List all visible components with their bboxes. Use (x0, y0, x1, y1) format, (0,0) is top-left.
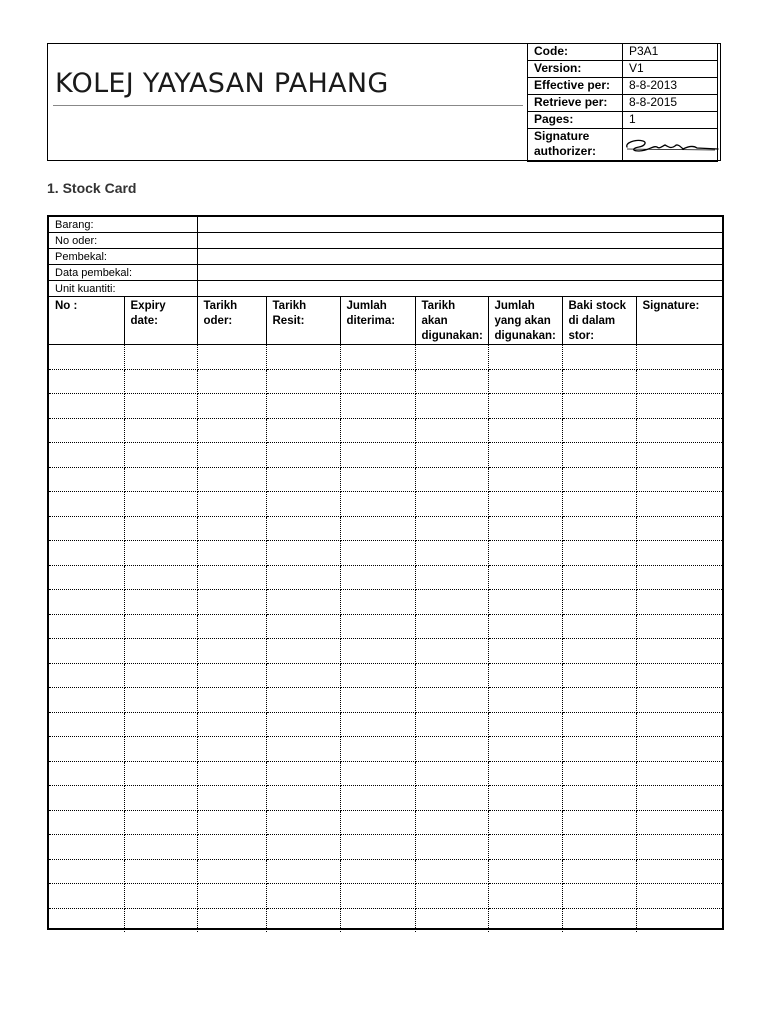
ledger-cell[interactable] (266, 516, 340, 541)
header-box (47, 43, 721, 161)
ledger-cell[interactable] (636, 859, 722, 884)
ledger-cell[interactable] (197, 565, 266, 590)
ledger-cell[interactable] (340, 786, 415, 811)
section-title: 1. Stock Card (47, 180, 137, 196)
table-row (49, 565, 722, 590)
table-row (49, 394, 722, 419)
ledger-cell[interactable] (562, 884, 636, 909)
table-row (49, 663, 722, 688)
ledger-cell[interactable] (636, 369, 722, 394)
ledger-cell[interactable] (562, 663, 636, 688)
info-label-no-oder: No oder: (49, 233, 198, 249)
ledger-cell[interactable] (415, 590, 488, 615)
ledger-cell[interactable] (266, 663, 340, 688)
ledger-cell[interactable] (266, 590, 340, 615)
ledger-cell[interactable] (197, 369, 266, 394)
ledger-cell[interactable] (49, 492, 124, 517)
ledger-body (49, 345, 722, 933)
meta-value: P3A1 (623, 44, 718, 61)
ledger-cell[interactable] (124, 541, 197, 566)
ledger-cell[interactable] (340, 394, 415, 419)
ledger-cell[interactable] (636, 614, 722, 639)
column-header-jumlah-akan-digunakan: Jumlah yang akan digunakan: (488, 297, 562, 345)
ledger-cell[interactable] (49, 394, 124, 419)
ledger-cell[interactable] (124, 394, 197, 419)
info-row (49, 281, 722, 297)
ledger-cell[interactable] (49, 688, 124, 713)
ledger-cell[interactable] (124, 737, 197, 762)
ledger-cell[interactable] (49, 761, 124, 786)
ledger-cell[interactable] (562, 810, 636, 835)
ledger-cell[interactable] (266, 443, 340, 468)
ledger-cell[interactable] (340, 835, 415, 860)
ledger-cell[interactable] (197, 908, 266, 932)
ledger-cell[interactable] (197, 859, 266, 884)
info-label-pembekal: Pembekal: (49, 249, 198, 265)
ledger-cell[interactable] (49, 565, 124, 590)
ledger-cell[interactable] (415, 345, 488, 370)
ledger-cell[interactable] (340, 761, 415, 786)
ledger-cell[interactable] (415, 492, 488, 517)
column-header-no: No : (49, 297, 124, 345)
ledger-cell[interactable] (562, 859, 636, 884)
ledger-cell[interactable] (124, 663, 197, 688)
table-row (49, 908, 722, 932)
ledger-cell[interactable] (124, 786, 197, 811)
info-row (49, 233, 722, 249)
ledger-cell[interactable] (636, 565, 722, 590)
ledger-cell[interactable] (340, 541, 415, 566)
ledger-cell[interactable] (49, 663, 124, 688)
ledger-cell[interactable] (636, 639, 722, 664)
ledger-cell[interactable] (266, 565, 340, 590)
ledger-cell[interactable] (124, 810, 197, 835)
ledger-cell[interactable] (124, 369, 197, 394)
ledger-cell[interactable] (197, 467, 266, 492)
ledger-cell[interactable] (197, 663, 266, 688)
ledger-cell[interactable] (415, 541, 488, 566)
ledger-cell[interactable] (124, 712, 197, 737)
meta-key: Retrieve per: (528, 95, 623, 112)
ledger-cell[interactable] (415, 761, 488, 786)
ledger-cell[interactable] (266, 418, 340, 443)
ledger-cell[interactable] (415, 418, 488, 443)
meta-row (528, 61, 718, 78)
ledger-cell[interactable] (415, 565, 488, 590)
page-title: KOLEJ YAYASAN PAHANG (55, 68, 389, 99)
ledger-cell[interactable] (415, 663, 488, 688)
ledger-cell[interactable] (562, 639, 636, 664)
ledger-cell[interactable] (197, 835, 266, 860)
ledger-cell[interactable] (49, 835, 124, 860)
ledger-cell[interactable] (340, 884, 415, 909)
ledger-cell[interactable] (266, 688, 340, 713)
ledger-cell[interactable] (49, 908, 124, 932)
ledger-cell[interactable] (124, 443, 197, 468)
ledger-cell[interactable] (636, 345, 722, 370)
ledger-cell[interactable] (488, 565, 562, 590)
ledger-cell[interactable] (562, 565, 636, 590)
ledger-cell[interactable] (49, 516, 124, 541)
ledger-cell[interactable] (488, 541, 562, 566)
ledger-cell[interactable] (636, 541, 722, 566)
info-row (49, 265, 722, 281)
ledger-cell[interactable] (197, 688, 266, 713)
ledger-cell[interactable] (636, 492, 722, 517)
ledger-cell[interactable] (197, 345, 266, 370)
ledger-cell[interactable] (197, 761, 266, 786)
table-row (49, 467, 722, 492)
ledger-cell[interactable] (415, 737, 488, 762)
ledger-cell[interactable] (488, 467, 562, 492)
table-row (49, 810, 722, 835)
table-row (49, 614, 722, 639)
ledger-cell[interactable] (124, 418, 197, 443)
ledger-cell[interactable] (636, 737, 722, 762)
ledger-cell[interactable] (562, 761, 636, 786)
ledger-cell[interactable] (266, 712, 340, 737)
column-header-tarikh-oder: Tarikh oder: (197, 297, 266, 345)
ledger-cell[interactable] (636, 835, 722, 860)
ledger-cell[interactable] (266, 859, 340, 884)
ledger-cell[interactable] (266, 467, 340, 492)
meta-key: Code: (528, 44, 623, 61)
ledger-cell[interactable] (562, 369, 636, 394)
handwritten-signature-icon (623, 135, 719, 155)
ledger-cell[interactable] (415, 688, 488, 713)
table-row (49, 345, 722, 370)
info-label-data-pembekal: Data pembekal: (49, 265, 198, 281)
ledger-cell[interactable] (488, 810, 562, 835)
table-row (49, 688, 722, 713)
ledger-cell[interactable] (197, 712, 266, 737)
stock-card-form (47, 215, 724, 930)
ledger-cell[interactable] (562, 737, 636, 762)
item-info-table (49, 217, 722, 297)
ledger-cell[interactable] (488, 688, 562, 713)
table-row (49, 639, 722, 664)
ledger-cell[interactable] (562, 688, 636, 713)
ledger-cell[interactable] (488, 369, 562, 394)
signature-label: Signature authorizer: (528, 129, 623, 162)
column-header-expiry-date: Expiry date: (124, 297, 197, 345)
ledger-cell[interactable] (197, 516, 266, 541)
meta-row (528, 44, 718, 61)
column-header-jumlah-diterima: Jumlah diterima: (340, 297, 415, 345)
info-label-unit-kuantiti: Unit kuantiti: (49, 281, 198, 297)
ledger-cell[interactable] (197, 786, 266, 811)
table-row (49, 786, 722, 811)
ledger-cell[interactable] (636, 516, 722, 541)
info-value-field[interactable] (198, 217, 723, 233)
ledger-cell[interactable] (197, 443, 266, 468)
ledger-cell[interactable] (340, 639, 415, 664)
ledger-cell[interactable] (340, 663, 415, 688)
ledger-cell[interactable] (266, 614, 340, 639)
ledger-cell[interactable] (124, 565, 197, 590)
ledger-cell[interactable] (340, 565, 415, 590)
ledger-cell[interactable] (340, 810, 415, 835)
ledger-cell[interactable] (488, 859, 562, 884)
meta-row (528, 112, 718, 129)
ledger-cell[interactable] (488, 786, 562, 811)
ledger-cell[interactable] (636, 443, 722, 468)
ledger-cell[interactable] (636, 786, 722, 811)
ledger-cell[interactable] (415, 639, 488, 664)
ledger-cell[interactable] (415, 810, 488, 835)
ledger-cell[interactable] (49, 614, 124, 639)
ledger-cell[interactable] (340, 369, 415, 394)
ledger-cell[interactable] (49, 639, 124, 664)
ledger-cell[interactable] (488, 663, 562, 688)
ledger-cell[interactable] (197, 492, 266, 517)
ledger-cell[interactable] (49, 369, 124, 394)
ledger-cell[interactable] (636, 908, 722, 932)
table-row (49, 884, 722, 909)
ledger-cell[interactable] (49, 712, 124, 737)
info-value-field[interactable] (198, 249, 723, 265)
table-row (49, 369, 722, 394)
table-row (49, 835, 722, 860)
ledger-cell[interactable] (636, 418, 722, 443)
table-row (49, 516, 722, 541)
ledger-cell[interactable] (124, 590, 197, 615)
ledger-cell[interactable] (488, 884, 562, 909)
ledger-cell[interactable] (49, 467, 124, 492)
ledger-cell[interactable] (124, 467, 197, 492)
title-divider (53, 105, 523, 106)
ledger-cell[interactable] (197, 614, 266, 639)
ledger-cell[interactable] (415, 884, 488, 909)
ledger-cell[interactable] (415, 835, 488, 860)
ledger-cell[interactable] (488, 614, 562, 639)
ledger-cell[interactable] (340, 908, 415, 932)
column-header-tarikh-resit: Tarikh Resit: (266, 297, 340, 345)
ledger-cell[interactable] (488, 737, 562, 762)
ledger-cell[interactable] (266, 835, 340, 860)
ledger-cell[interactable] (124, 884, 197, 909)
ledger-cell[interactable] (562, 394, 636, 419)
ledger-cell[interactable] (49, 418, 124, 443)
meta-key: Effective per: (528, 78, 623, 95)
ledger-cell[interactable] (340, 688, 415, 713)
ledger-cell[interactable] (488, 418, 562, 443)
ledger-cell[interactable] (124, 492, 197, 517)
ledger-cell[interactable] (340, 516, 415, 541)
ledger-cell[interactable] (266, 810, 340, 835)
ledger-cell[interactable] (415, 712, 488, 737)
ledger-cell[interactable] (49, 541, 124, 566)
ledger-cell[interactable] (49, 590, 124, 615)
ledger-cell[interactable] (266, 345, 340, 370)
meta-row (528, 78, 718, 95)
ledger-cell[interactable] (415, 614, 488, 639)
ledger-cell[interactable] (124, 859, 197, 884)
ledger-cell[interactable] (340, 467, 415, 492)
ledger-cell[interactable] (49, 443, 124, 468)
table-row (49, 712, 722, 737)
meta-row (528, 95, 718, 112)
meta-value: 8-8-2015 (623, 95, 718, 112)
ledger-cell[interactable] (562, 712, 636, 737)
ledger-cell[interactable] (340, 492, 415, 517)
ledger-cell[interactable] (636, 394, 722, 419)
stock-ledger-table (49, 297, 722, 932)
ledger-cell[interactable] (488, 394, 562, 419)
info-row (49, 217, 722, 233)
table-row (49, 761, 722, 786)
ledger-cell[interactable] (49, 859, 124, 884)
ledger-cell[interactable] (562, 443, 636, 468)
ledger-cell[interactable] (488, 516, 562, 541)
ledger-cell[interactable] (266, 639, 340, 664)
info-row (49, 249, 722, 265)
ledger-cell[interactable] (197, 884, 266, 909)
signature-cell (623, 129, 718, 162)
ledger-cell[interactable] (266, 492, 340, 517)
ledger-cell[interactable] (124, 835, 197, 860)
ledger-cell[interactable] (415, 859, 488, 884)
ledger-cell[interactable] (49, 786, 124, 811)
ledger-cell[interactable] (415, 369, 488, 394)
ledger-cell[interactable] (415, 786, 488, 811)
meta-key: Version: (528, 61, 623, 78)
column-header-baki-stock: Baki stock di dalam stor: (562, 297, 636, 345)
ledger-cell[interactable] (488, 835, 562, 860)
ledger-cell[interactable] (636, 712, 722, 737)
ledger-cell[interactable] (340, 614, 415, 639)
ledger-cell[interactable] (266, 541, 340, 566)
ledger-cell[interactable] (124, 761, 197, 786)
ledger-cell[interactable] (562, 590, 636, 615)
ledger-cell[interactable] (340, 418, 415, 443)
ledger-cell[interactable] (488, 639, 562, 664)
ledger-cell[interactable] (488, 712, 562, 737)
ledger-cell[interactable] (266, 369, 340, 394)
ledger-cell[interactable] (197, 590, 266, 615)
ledger-cell[interactable] (197, 394, 266, 419)
ledger-cell[interactable] (124, 614, 197, 639)
ledger-cell[interactable] (562, 492, 636, 517)
ledger-cell[interactable] (49, 810, 124, 835)
meta-value: V1 (623, 61, 718, 78)
ledger-cell[interactable] (197, 639, 266, 664)
ledger-cell[interactable] (49, 884, 124, 909)
ledger-cell[interactable] (562, 541, 636, 566)
ledger-cell[interactable] (124, 639, 197, 664)
ledger-cell[interactable] (488, 443, 562, 468)
ledger-cell[interactable] (266, 884, 340, 909)
ledger-cell[interactable] (562, 418, 636, 443)
table-row (49, 737, 722, 762)
ledger-cell[interactable] (562, 835, 636, 860)
ledger-cell[interactable] (340, 712, 415, 737)
ledger-cell[interactable] (49, 345, 124, 370)
table-row (49, 418, 722, 443)
ledger-cell[interactable] (340, 590, 415, 615)
ledger-cell[interactable] (562, 786, 636, 811)
ledger-cell[interactable] (197, 541, 266, 566)
ledger-cell[interactable] (124, 516, 197, 541)
ledger-cell[interactable] (266, 908, 340, 932)
meta-value: 8-8-2013 (623, 78, 718, 95)
info-label-barang: Barang: (49, 217, 198, 233)
ledger-cell[interactable] (488, 761, 562, 786)
ledger-cell[interactable] (488, 345, 562, 370)
ledger-cell[interactable] (562, 345, 636, 370)
ledger-cell[interactable] (636, 663, 722, 688)
column-header-row (49, 297, 722, 345)
table-row (49, 590, 722, 615)
ledger-cell[interactable] (340, 859, 415, 884)
ledger-cell[interactable] (49, 737, 124, 762)
meta-row-signature (528, 129, 718, 162)
meta-value: 1 (623, 112, 718, 129)
ledger-cell[interactable] (415, 443, 488, 468)
ledger-cell[interactable] (340, 737, 415, 762)
ledger-cell[interactable] (636, 590, 722, 615)
ledger-cell[interactable] (197, 810, 266, 835)
info-value-field[interactable] (198, 233, 723, 249)
ledger-cell[interactable] (636, 884, 722, 909)
column-header-signature: Signature: (636, 297, 722, 345)
table-row (49, 859, 722, 884)
ledger-cell[interactable] (266, 737, 340, 762)
ledger-cell[interactable] (266, 394, 340, 419)
ledger-cell[interactable] (415, 908, 488, 932)
table-row (49, 443, 722, 468)
column-header-tarikh-akan-digunakan: Tarikh akan digunakan: (415, 297, 488, 345)
document-meta-table (527, 43, 718, 162)
ledger-cell[interactable] (197, 418, 266, 443)
ledger-cell[interactable] (340, 345, 415, 370)
ledger-cell[interactable] (415, 467, 488, 492)
ledger-cell[interactable] (124, 908, 197, 932)
ledger-cell[interactable] (562, 908, 636, 932)
table-row (49, 492, 722, 517)
ledger-cell[interactable] (488, 908, 562, 932)
ledger-cell[interactable] (488, 492, 562, 517)
ledger-cell[interactable] (636, 810, 722, 835)
ledger-cell[interactable] (124, 688, 197, 713)
ledger-cell[interactable] (562, 516, 636, 541)
ledger-cell[interactable] (197, 737, 266, 762)
table-row (49, 541, 722, 566)
info-value-field[interactable] (198, 281, 723, 297)
ledger-cell[interactable] (266, 761, 340, 786)
ledger-cell[interactable] (636, 467, 722, 492)
ledger-cell[interactable] (562, 614, 636, 639)
ledger-cell[interactable] (562, 467, 636, 492)
ledger-cell[interactable] (124, 345, 197, 370)
ledger-cell[interactable] (266, 786, 340, 811)
meta-key: Pages: (528, 112, 623, 129)
ledger-cell[interactable] (415, 394, 488, 419)
ledger-cell[interactable] (488, 590, 562, 615)
ledger-cell[interactable] (415, 516, 488, 541)
info-value-field[interactable] (198, 265, 723, 281)
ledger-cell[interactable] (636, 688, 722, 713)
ledger-cell[interactable] (340, 443, 415, 468)
ledger-cell[interactable] (636, 761, 722, 786)
